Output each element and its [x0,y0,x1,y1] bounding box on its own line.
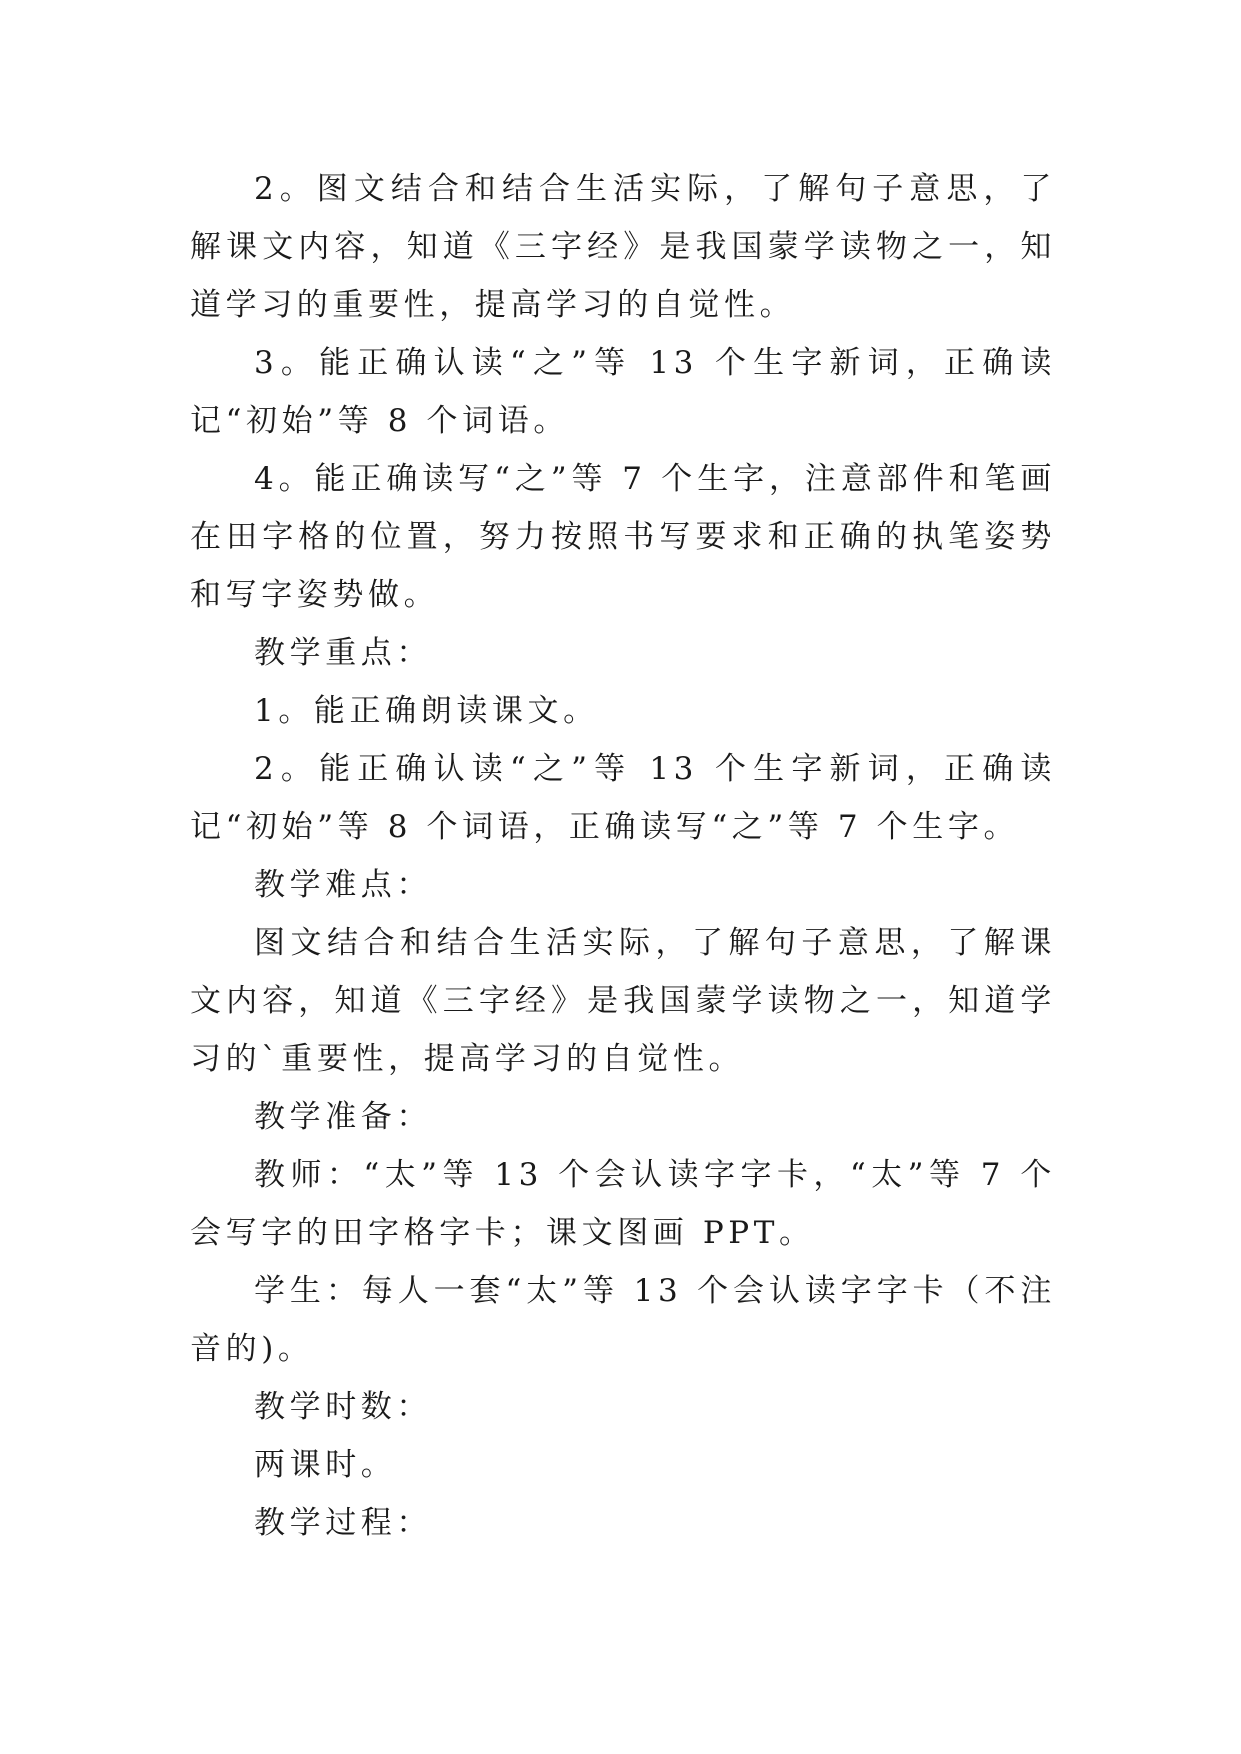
key-point-1-paragraph: 1。能正确朗读课文。 [254,693,599,729]
objective-4-paragraph: 4。能正确读写“之”等 7 个生字，注意部件和笔画在田字格的位置，努力按照书写要求和正确的执笔姿势和写字姿势做。 [190,461,1056,613]
difficulties-heading: 教学难点： [254,867,432,903]
student-preparation-paragraph: 学生：每人一套“太”等 13 个会认读字字卡（不注音的)。 [190,1273,1056,1367]
difficulties-paragraph: 图文结合和结合生活实际，了解句子意思，了解课文内容，知道《三字经》是我国蒙学读物之一，知道学习的`重要性，提高学习的自觉性。 [190,925,1056,1077]
document-body [190,160,1056,1552]
teacher-preparation-paragraph: 教师：“太”等 13 个会认读字字卡，“太”等 7 个会写字的田字格字卡；课文图画 PPT。 [190,1157,1056,1251]
teaching-process-heading: 教学过程： [254,1505,432,1541]
key-point-2-paragraph: 2。能正确认读“之”等 13 个生字新词，正确读记“初始”等 8 个词语，正确读写“之”等 7 个生字。 [190,751,1056,845]
objective-2-paragraph: 2。图文结合和结合生活实际，了解句子意思，了解课文内容，知道《三字经》是我国蒙学读物之一，知道学习的重要性，提高学习的自觉性。 [190,171,1056,323]
class-hours-paragraph: 两课时。 [254,1447,397,1483]
objective-3-paragraph: 3。能正确认读“之”等 13 个生字新词，正确读记“初始”等 8 个词语。 [190,345,1056,439]
key-points-heading: 教学重点： [254,635,432,671]
class-hours-heading: 教学时数： [254,1389,432,1425]
preparation-heading: 教学准备： [254,1099,432,1135]
